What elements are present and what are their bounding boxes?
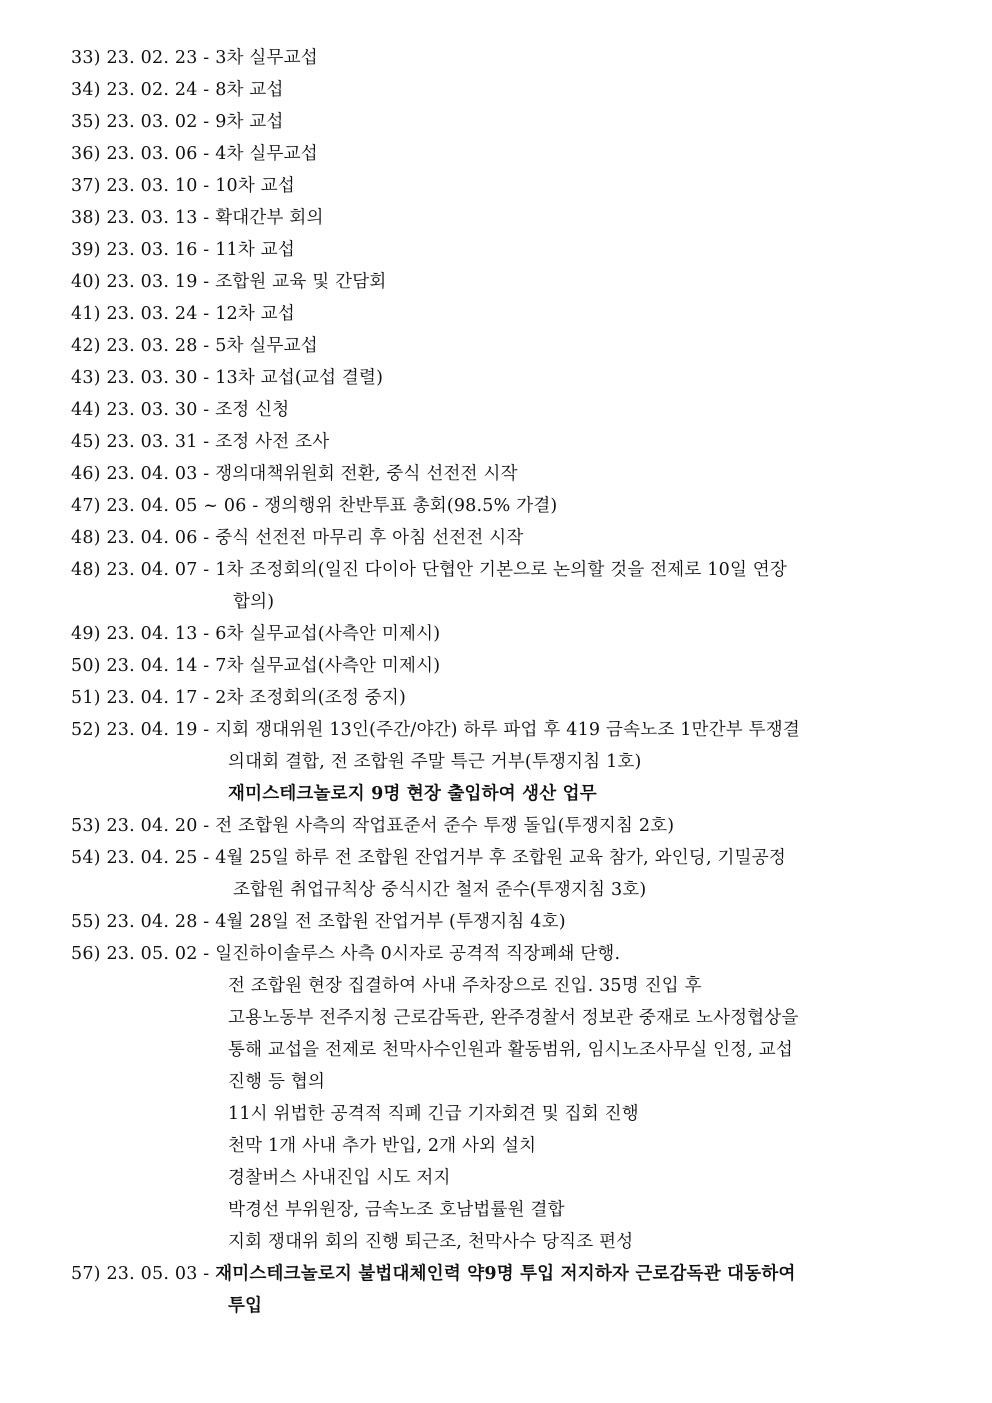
item-date: 23. 04. 20 <box>106 816 198 836</box>
item-text: 쟁의행위 찬반투표 총회(98.5% 가결) <box>264 496 558 516</box>
item-number: 36) <box>71 144 101 164</box>
item-text: 12차 교섭 <box>215 304 295 324</box>
item-separator: - <box>203 176 210 196</box>
item-number: 47) <box>71 496 101 516</box>
item-separator: - <box>203 464 210 484</box>
item-continuation: 천막 1개 사내 추가 반입, 2개 사외 설치 <box>228 1136 537 1156</box>
list-item <box>71 618 931 650</box>
item-continuation: 박경선 부위원장, 금속노조 호남법률원 결합 <box>228 1200 565 1220</box>
item-date: 23. 03. 13 <box>106 208 198 228</box>
item-text: 4월 28일 전 조합원 잔업거부 (투쟁지침 4호) <box>215 912 566 932</box>
item-separator: - <box>203 1264 210 1284</box>
item-date: 23. 03. 19 <box>106 272 198 292</box>
list-item <box>71 522 931 554</box>
item-text: 전 조합원 사측의 작업표준서 준수 투쟁 돌입(투쟁지침 2호) <box>215 816 675 836</box>
item-number: 42) <box>71 336 101 356</box>
item-continuation: 의대회 결합, 전 조합원 주말 특근 거부(투쟁지침 1호) <box>228 752 642 772</box>
item-separator: - <box>203 432 210 452</box>
list-item <box>71 266 931 298</box>
list-item <box>71 426 931 458</box>
item-number: 43) <box>71 368 101 388</box>
item-text: 조정 사전 조사 <box>215 432 330 452</box>
item-date: 23. 02. 24 <box>106 80 198 100</box>
item-text: 일진하이솔루스 사측 0시자로 공격적 직장폐쇄 단행. <box>215 944 621 964</box>
item-continuation: 전 조합원 현장 집결하여 사내 주차장으로 진입. 35명 진입 후 <box>228 976 702 996</box>
item-separator: - <box>203 144 210 164</box>
item-separator: - <box>203 80 210 100</box>
item-number: 38) <box>71 208 101 228</box>
item-number: 56) <box>71 944 101 964</box>
item-number: 40) <box>71 272 101 292</box>
item-number: 46) <box>71 464 101 484</box>
item-number: 33) <box>71 48 101 68</box>
item-separator: - <box>203 208 210 228</box>
item-text: 11차 교섭 <box>215 240 295 260</box>
item-separator: - <box>203 336 210 356</box>
list-item <box>71 650 931 682</box>
list-item <box>71 714 931 746</box>
item-date: 23. 03. 28 <box>106 336 198 356</box>
item-separator: - <box>203 112 210 132</box>
item-date: 23. 03. 31 <box>106 432 198 452</box>
item-number: 41) <box>71 304 101 324</box>
item-separator: - <box>203 272 210 292</box>
item-text: 6차 실무교섭(사측안 미제시) <box>215 624 441 644</box>
item-date: 23. 04. 28 <box>106 912 198 932</box>
list-item <box>71 106 931 138</box>
item-number: 53) <box>71 816 101 836</box>
item-text: 쟁의대책위원회 전환, 중식 선전전 시작 <box>215 464 518 484</box>
item-text: 3차 실무교섭 <box>215 48 318 68</box>
list-item <box>71 394 931 426</box>
item-text: 확대간부 회의 <box>215 208 324 228</box>
item-text: 지회 쟁대위원 13인(주간/야간) 하루 파업 후 419 금속노조 1만간부 투쟁결 <box>215 720 800 740</box>
item-date: 23. 03. 02 <box>106 112 198 132</box>
item-text: 재미스테크놀로지 불법대체인력 약9명 투입 저지하자 근로감독관 대동하여 <box>215 1264 796 1284</box>
item-date: 23. 03. 10 <box>106 176 198 196</box>
item-number: 54) <box>71 848 101 868</box>
item-date: 23. 04. 06 <box>106 528 198 548</box>
item-number: 44) <box>71 400 101 420</box>
item-date: 23. 03. 30 <box>106 400 198 420</box>
item-number: 50) <box>71 656 101 676</box>
list-item <box>71 1258 931 1290</box>
list-item <box>71 842 931 874</box>
item-separator: - <box>203 720 210 740</box>
item-separator: - <box>203 688 210 708</box>
item-separator: - <box>203 528 210 548</box>
item-number: 49) <box>71 624 101 644</box>
item-number: 48) <box>71 528 101 548</box>
document-page <box>71 42 931 1322</box>
item-text: 9차 교섭 <box>215 112 284 132</box>
item-date: 23. 03. 06 <box>106 144 198 164</box>
item-text: 조정 신청 <box>215 400 290 420</box>
item-number: 48) <box>71 560 101 580</box>
list-item <box>71 138 931 170</box>
list-item <box>71 202 931 234</box>
list-item <box>71 906 931 938</box>
list-item <box>71 362 931 394</box>
item-separator: - <box>203 816 210 836</box>
item-date: 23. 04. 03 <box>106 464 198 484</box>
item-continuation: 통해 교섭을 전제로 천막사수인원과 활동범위, 임시노조사무실 인정, 교섭 <box>228 1040 794 1060</box>
item-separator: - <box>203 624 210 644</box>
item-date: 23. 05. 03 <box>106 1264 198 1284</box>
item-number: 35) <box>71 112 101 132</box>
item-date: 23. 04. 14 <box>106 656 198 676</box>
item-separator: - <box>203 400 210 420</box>
item-continuation: 조합원 취업규칙상 중식시간 철저 준수(투쟁지침 3호) <box>233 880 647 900</box>
item-separator: - <box>203 368 210 388</box>
item-number: 34) <box>71 80 101 100</box>
list-item <box>71 810 931 842</box>
item-number: 55) <box>71 912 101 932</box>
item-separator: - <box>203 656 210 676</box>
item-continuation: 11시 위법한 공격적 직폐 긴급 기자회견 및 집회 진행 <box>228 1104 639 1124</box>
item-date: 23. 02. 23 <box>106 48 198 68</box>
item-date: 23. 04. 25 <box>106 848 198 868</box>
item-text: 5차 실무교섭 <box>215 336 318 356</box>
item-number: 37) <box>71 176 101 196</box>
item-date: 23. 04. 13 <box>106 624 198 644</box>
list-item <box>71 298 931 330</box>
item-continuation: 고용노동부 전주지청 근로감독관, 완주경찰서 정보관 중재로 노사정협상을 <box>228 1008 799 1028</box>
item-continuation: 지회 쟁대위 회의 진행 퇴근조, 천막사수 당직조 편성 <box>228 1232 634 1252</box>
item-continuation: 진행 등 협의 <box>228 1072 326 1092</box>
item-text: 8차 교섭 <box>215 80 284 100</box>
item-number: 52) <box>71 720 101 740</box>
item-separator: - <box>203 912 210 932</box>
list-item <box>71 74 931 106</box>
item-text: 2차 조정회의(조정 중지) <box>215 688 407 708</box>
list-item <box>71 42 931 74</box>
item-text: 10차 교섭 <box>215 176 295 196</box>
item-date: 23. 04. 17 <box>106 688 198 708</box>
item-separator: - <box>252 496 259 516</box>
item-date: 23. 03. 30 <box>106 368 198 388</box>
list-item <box>71 170 931 202</box>
item-date: 23. 04. 07 <box>106 560 198 580</box>
item-continuation-bold: 재미스테크놀로지 9명 현장 출입하여 생산 업무 <box>228 784 597 804</box>
item-separator: - <box>203 944 210 964</box>
item-separator: - <box>203 304 210 324</box>
item-separator: - <box>203 48 210 68</box>
list-item <box>71 490 931 522</box>
item-date: 23. 03. 16 <box>106 240 198 260</box>
item-separator: - <box>203 240 210 260</box>
item-text: 조합원 교육 및 간담회 <box>215 272 387 292</box>
item-text: 중식 선전전 마무리 후 아침 선전전 시작 <box>215 528 524 548</box>
list-item <box>71 938 931 970</box>
list-item <box>71 458 931 490</box>
list-item <box>71 554 931 586</box>
item-text: 7차 실무교섭(사측안 미제시) <box>215 656 441 676</box>
item-number: 45) <box>71 432 101 452</box>
list-item <box>71 330 931 362</box>
item-text: 1차 조정회의(일진 다이아 단협안 기본으로 논의할 것을 전제로 10일 연장 <box>215 560 788 580</box>
item-date: 23. 03. 24 <box>106 304 198 324</box>
list-item <box>71 234 931 266</box>
item-date: 23. 05. 02 <box>106 944 198 964</box>
list-item <box>71 682 931 714</box>
item-number: 57) <box>71 1264 101 1284</box>
item-continuation: 합의) <box>233 592 275 612</box>
item-text: 13차 교섭(교섭 결렬) <box>215 368 384 388</box>
item-date: 23. 04. 19 <box>106 720 198 740</box>
item-date: 23. 04. 05 ~ 06 <box>106 496 247 516</box>
item-separator: - <box>203 848 210 868</box>
item-separator: - <box>203 560 210 580</box>
item-number: 39) <box>71 240 101 260</box>
item-continuation: 경찰버스 사내진입 시도 저지 <box>228 1168 451 1188</box>
item-number: 51) <box>71 688 101 708</box>
item-text: 4월 25일 하루 전 조합원 잔업거부 후 조합원 교육 참가, 와인딩, 기밀공정 <box>215 848 786 868</box>
item-text: 4차 실무교섭 <box>215 144 318 164</box>
item-continuation-bold: 투입 <box>228 1296 263 1316</box>
